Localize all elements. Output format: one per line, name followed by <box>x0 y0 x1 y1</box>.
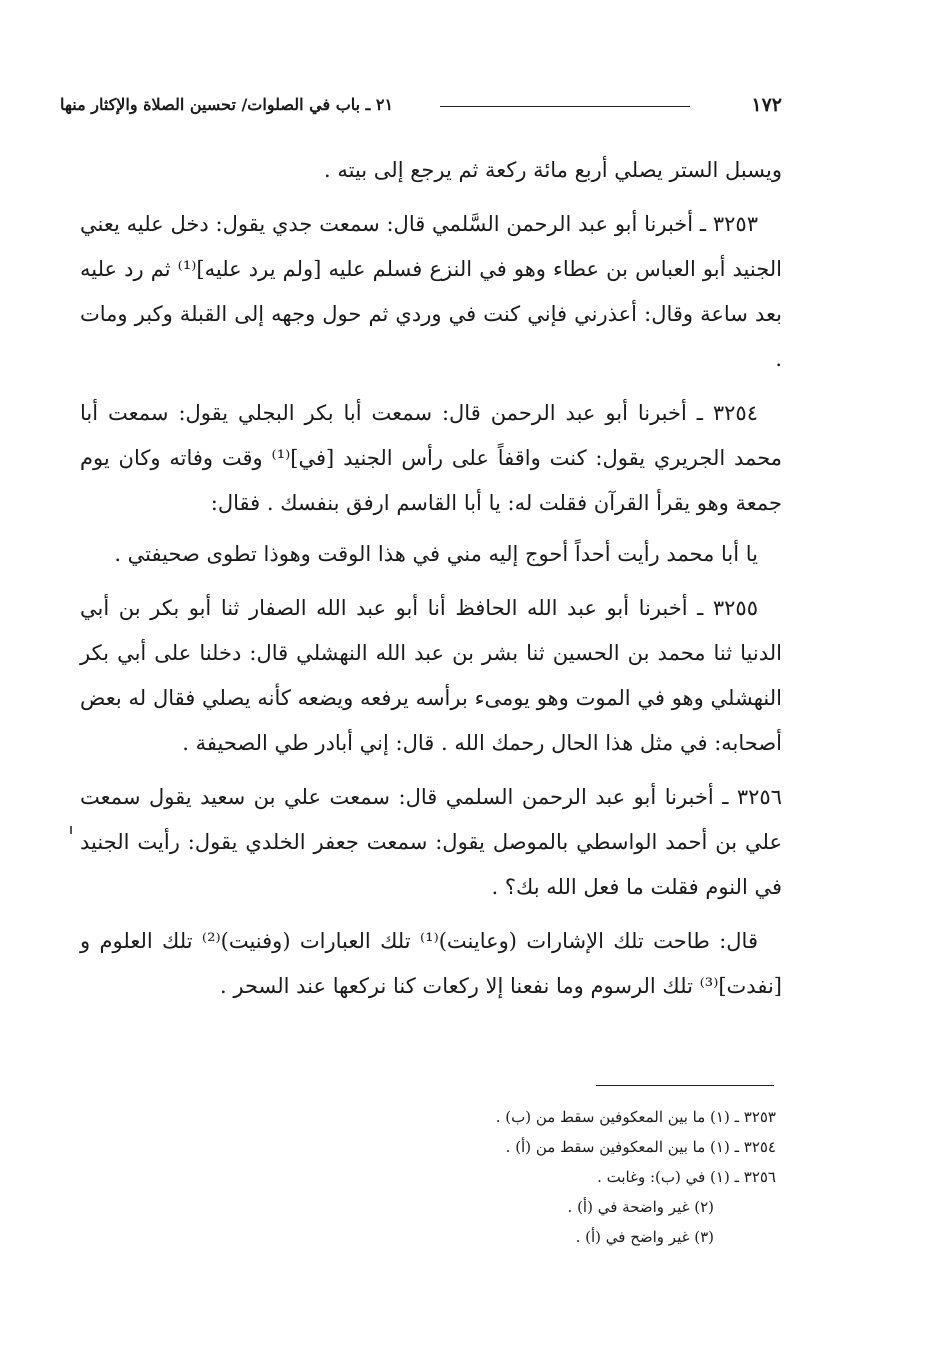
footnote-3254-1: ٣٢٥٤ ـ (١) ما بين المعكوفين سقط من (أ) . <box>505 1138 776 1156</box>
main-text <box>80 148 782 1018</box>
paragraph-continuation: ويسبل الستر يصلي أربع مائة ركعة ثم يرجع إلى بيته . <box>324 158 782 182</box>
chapter-title: ٢١ ـ باب في الصلوات/ تحسين الصلاة والإكثار منها <box>60 95 394 114</box>
footnote-3253-1: ٣٢٥٣ ـ (١) ما بين المعكوفين سقط من (ب) . <box>495 1108 776 1126</box>
footnote-3256-1: ٣٢٥٦ ـ (١) في (ب): وغابت . <box>597 1168 776 1186</box>
paragraph-3256: ٣٢٥٦ ـ أخبرنا أبو عبد الرحمن السلمي قال: سمعت علي بن سعيد يقول سمعت علي بن أحمد الواسطي بالموصل يقول: سمعت جعفر الخلدي يقول: رأيت الجنيد في النوم فقلت ما فعل الله بك؟ . <box>80 785 782 899</box>
footnote-rule <box>596 1085 774 1086</box>
paragraph-verse: يا أبا محمد رأيت أحداً أحوج إليه مني في هذا الوقت وهوذا تطوى صحيفتي . <box>114 542 758 566</box>
paragraph-3255: ٣٢٥٥ ـ أخبرنا أبو عبد الله الحافظ أنا أبو عبد الله الصفار ثنا أبو بكر بن أبي الدنيا ثنا محمد بن الحسين ثنا بشر بن عبد الله النهشلي قال: دخلنا على أبي بكر النهشلي وهو في الموت وهو يومىء برأسه يرفعه ويضعه كأنه يصلي فقال له بعض أصحابه: في مثل هذا الحال رحمك الله . قال: إني أبادر طي الصحيفة . <box>80 596 782 755</box>
footnote-3256-2: (٢) غير واضحة في (أ) . <box>567 1198 714 1216</box>
footnote-3256-3: (٣) غير واضح في (أ) . <box>575 1228 714 1246</box>
footnotes <box>300 1102 776 1252</box>
paragraph-3254: ٣٢٥٤ ـ أخبرنا أبو عبد الرحمن قال: سمعت أبا بكر البجلي يقول: سمعت أبا محمد الجريري يقول: كنت واقفاً على رأس الجنيد [في]⁽¹⁾ وقت وفاته وكان يوم جمعة وهو يقرأ القرآن فقلت له: يا أبا القاسم ارفق بنفسك . فقال: <box>80 401 782 515</box>
margin-mark <box>70 826 72 834</box>
running-header <box>60 92 782 118</box>
header-rule <box>440 106 690 107</box>
page-number: ١٧٢ <box>751 94 782 116</box>
paragraph-reply: قال: طاحت تلك الإشارات (وعاينت)⁽¹⁾ تلك العبارات (وفنيت)⁽²⁾ تلك العلوم و [نفدت]⁽³⁾ تلك الرسوم وما نفعنا إلا ركعات كنا نركعها عند السحر . <box>80 929 782 998</box>
paragraph-3253: ٣٢٥٣ ـ أخبرنا أبو عبد الرحمن السَّلمي قال: سمعت جدي يقول: دخل عليه يعني الجنيد أبو العباس بن عطاء وهو في النزع فسلم عليه [ولم يرد عليه]⁽¹⁾ ثم رد عليه بعد ساعة وقال: أعذرني فإني كنت في وردي ثم حول وجهه إلى القبلة وكبر ومات . <box>80 212 783 371</box>
